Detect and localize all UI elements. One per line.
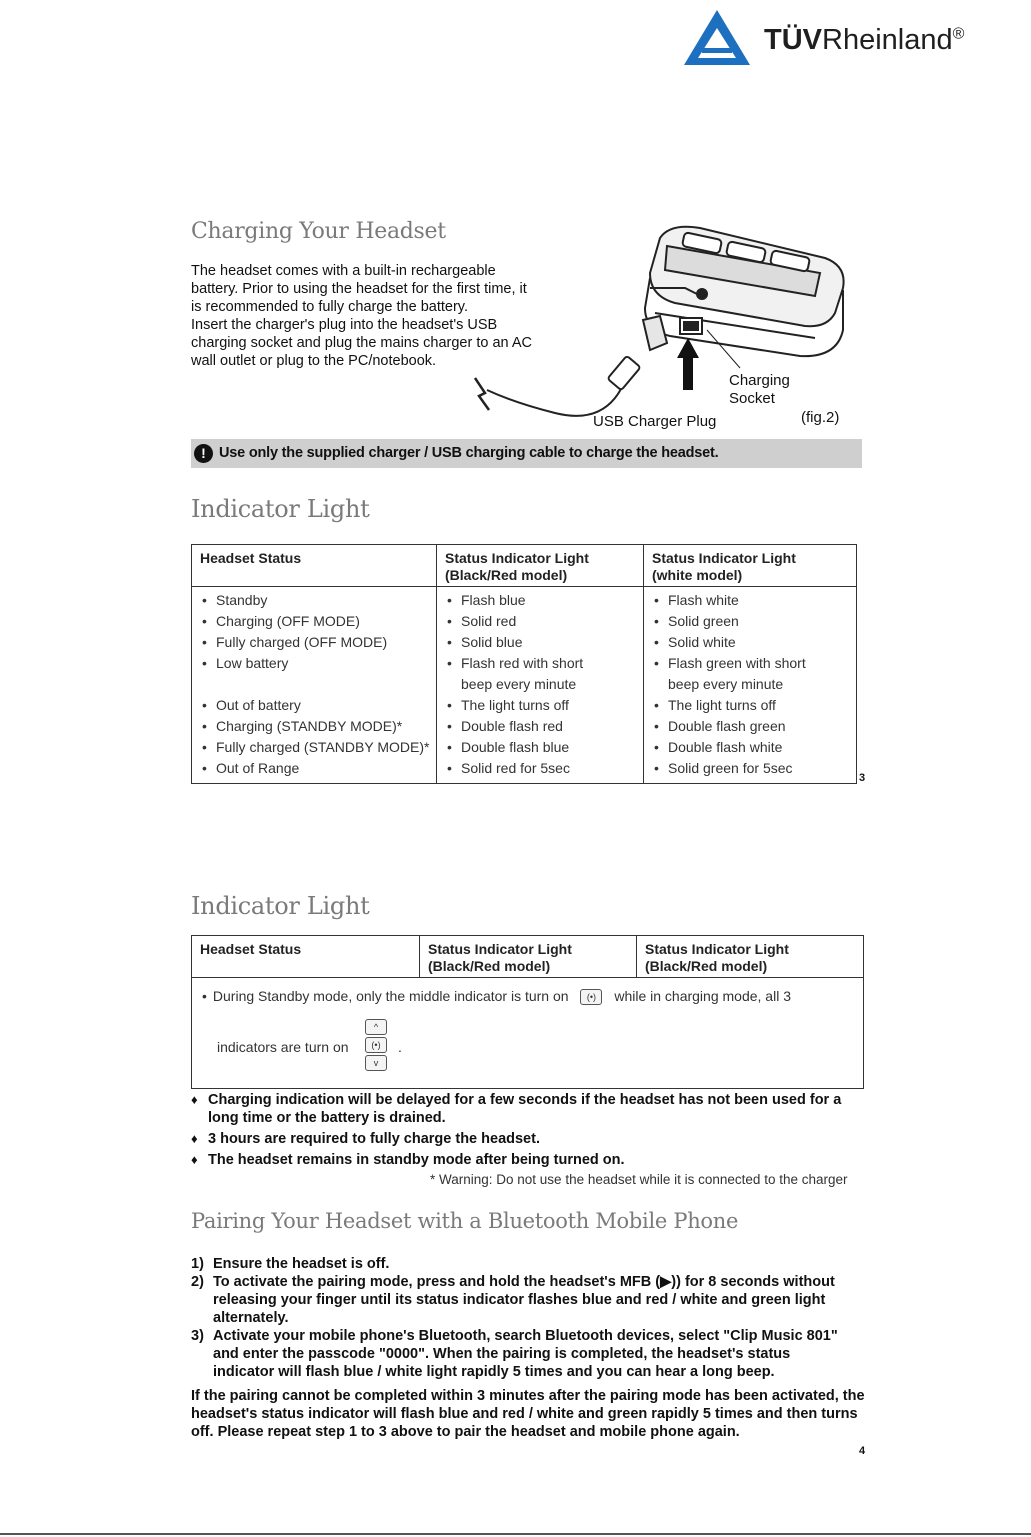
list-item: • Solid green for 5sec xyxy=(652,758,850,779)
header-black-red xyxy=(420,936,637,978)
charging-socket-label-2: Socket xyxy=(729,390,775,407)
arrow-up-icon xyxy=(677,338,699,390)
headset-charging-figure xyxy=(455,218,865,433)
mfb-button-icon: (•) xyxy=(580,989,602,1005)
header-line: Headset Status xyxy=(200,550,302,566)
list-item: • Flash blue xyxy=(445,590,637,611)
list-item: • Low battery xyxy=(200,653,430,674)
list-item xyxy=(191,1327,851,1381)
list-item: • Out of battery xyxy=(200,695,430,716)
list-item: • Double flash white xyxy=(652,737,850,758)
three-buttons-icon xyxy=(365,1019,387,1071)
list-item: • Standby xyxy=(200,590,430,611)
list-item: • Out of Range xyxy=(200,758,430,779)
list-item: • Double flash blue xyxy=(445,737,637,758)
list-item: • Solid red for 5sec xyxy=(445,758,637,779)
header-line: (Black/Red model) xyxy=(428,958,551,974)
list-item-text: Flash green with short xyxy=(668,655,806,671)
charging-line: battery. Prior to using the headset for the first time, it xyxy=(191,281,527,297)
bottom-divider xyxy=(0,1533,1031,1535)
header-headset-status xyxy=(192,545,437,587)
list-item: ♦ The headset remains in standby mode after being turned on. xyxy=(191,1151,866,1169)
list-item: • Solid red xyxy=(445,611,637,632)
list-item: • Solid blue xyxy=(445,632,637,653)
list-item: • Charging (OFF MODE) xyxy=(200,611,430,632)
list-item-text: beep every minute xyxy=(461,676,577,692)
indicator-heading-1: Indicator Light xyxy=(191,495,370,523)
list-item: • Double flash red xyxy=(445,716,637,737)
headset-illustration xyxy=(643,227,844,356)
list-item: ♦ 3 hours are required to fully charge the headset. xyxy=(191,1130,866,1148)
indicator-table-2 xyxy=(191,935,864,1089)
up-button-icon: ^ xyxy=(365,1019,387,1035)
header-line: Status Indicator Light xyxy=(445,550,589,566)
table-header-row xyxy=(192,936,864,978)
header-line: Headset Status xyxy=(200,941,302,957)
figure-caption: (fig.2) xyxy=(801,409,840,426)
list-item-text: Flash red with short xyxy=(461,655,584,671)
charging-line: The headset comes with a built-in rechargeable xyxy=(191,263,496,279)
page-number-4: 4 xyxy=(859,1445,866,1457)
caution-bar xyxy=(191,439,862,468)
standby-description xyxy=(192,978,864,1089)
step-text: Activate your mobile phone's Bluetooth, search Bluetooth devices, select "Clip Music 801" and enter the passcode "0000". When the pairing is completed, the headset's status indicator will flash blue / white light rapidly 5 times and you can hear a long beep. xyxy=(213,1328,838,1380)
middle-button-icon: (•) xyxy=(365,1037,387,1053)
list-item: • Charging (STANDBY MODE)* xyxy=(200,716,430,737)
list-item: • Fully charged (OFF MODE) xyxy=(200,632,430,653)
list-item: • Fully charged (STANDBY MODE)* xyxy=(200,737,430,758)
charging-line: is recommended to fully charge the battery. xyxy=(191,299,468,315)
list-item: • Double flash green xyxy=(652,716,850,737)
indicator-heading-2: Indicator Light xyxy=(191,892,370,920)
warning-note: * Warning: Do not use the headset while it is connected to the charger xyxy=(430,1172,848,1187)
list-item xyxy=(191,1273,851,1327)
list-item-text: beep every minute xyxy=(668,676,784,692)
step-text: To activate the pairing mode, press and hold the headset's MFB (▶)) for 8 seconds without releasing your finger until its status indicator flashes blue and red / white and green light alternately. xyxy=(213,1274,835,1326)
step-number: 2) xyxy=(191,1274,204,1290)
caution-text: Use only the supplied charger / USB charging cable to charge the headset. xyxy=(219,445,719,461)
table-row xyxy=(192,978,864,1089)
step-number: 1) xyxy=(191,1256,204,1272)
logo-brand-bold: TÜV xyxy=(764,24,822,56)
charging-notes xyxy=(191,1091,866,1172)
logo-brand-regular: Rheinland xyxy=(822,24,953,56)
logo-wordmark xyxy=(764,24,964,57)
header-black-red xyxy=(437,545,644,587)
list-item: ♦ Charging indication will be delayed for a few seconds if the headset has not been used for a long time or the battery is drained. xyxy=(191,1091,866,1127)
list-item xyxy=(191,1255,851,1273)
header-line: (white model) xyxy=(652,567,743,583)
charging-heading: Charging Your Headset xyxy=(191,219,446,244)
header-line: Status Indicator Light xyxy=(645,941,789,957)
list-item: • The light turns off xyxy=(445,695,637,716)
header-white xyxy=(644,545,857,587)
usb-cable-illustration xyxy=(475,356,641,416)
pairing-steps xyxy=(191,1255,851,1381)
list-item: • Solid green xyxy=(652,611,850,632)
charging-line: wall outlet or plug to the PC/notebook. xyxy=(191,353,437,369)
step-number: 3) xyxy=(191,1328,204,1344)
usb-plug-label: USB Charger Plug xyxy=(593,413,717,430)
description-text: indicators are turn on xyxy=(217,1039,349,1055)
table-row xyxy=(192,587,857,784)
header-line: Status Indicator Light xyxy=(428,941,572,957)
indicator-table-1 xyxy=(191,544,857,784)
description-line-1: • During Standby mode, only the middle indicator is turn on (•) while in charging mode, all 3 xyxy=(202,988,791,1004)
tuv-logo xyxy=(682,8,1012,68)
header-line: (Black/Red model) xyxy=(445,567,568,583)
step-text: Ensure the headset is off. xyxy=(213,1256,390,1272)
exclamation-icon: ! xyxy=(194,444,213,463)
black-red-column xyxy=(437,587,644,784)
table-header-row xyxy=(192,545,857,587)
down-button-icon: v xyxy=(365,1055,387,1071)
header-line: Status Indicator Light xyxy=(652,550,796,566)
white-column xyxy=(644,587,857,784)
pairing-heading: Pairing Your Headset with a Bluetooth Mobile Phone xyxy=(191,1209,739,1233)
triangle-logo-icon xyxy=(682,8,752,68)
list-item xyxy=(445,653,637,695)
list-item: • Solid white xyxy=(652,632,850,653)
charging-socket-label-1: Charging xyxy=(729,372,790,389)
header-line: (Black/Red model) xyxy=(645,958,768,974)
charging-line: charging socket and plug the mains charger to an AC xyxy=(191,335,532,351)
list-item: • Flash white xyxy=(652,590,850,611)
description-line-2 xyxy=(202,1019,855,1069)
header-black-red-2 xyxy=(637,936,864,978)
description-text: . xyxy=(398,1039,402,1055)
pairing-closing-paragraph: If the pairing cannot be completed within 3 minutes after the pairing mode has been activated, the headset's status indicator will flash blue and red / white and green rapidly 5 times and then turns off. Please repeat step 1 to 3 above to pair the headset and mobile phone again. xyxy=(191,1388,865,1440)
list-item: • The light turns off xyxy=(652,695,850,716)
description-text: while in charging mode, all 3 xyxy=(614,988,791,1004)
list-item xyxy=(652,653,850,695)
description-text: During Standby mode, only the middle indicator is turn on xyxy=(212,988,569,1004)
charging-line: Insert the charger's plug into the headset's USB xyxy=(191,317,498,333)
page-number-3: 3 xyxy=(859,772,866,784)
header-headset-status xyxy=(192,936,420,978)
logo-registered: ® xyxy=(952,25,965,43)
status-column xyxy=(192,587,437,784)
